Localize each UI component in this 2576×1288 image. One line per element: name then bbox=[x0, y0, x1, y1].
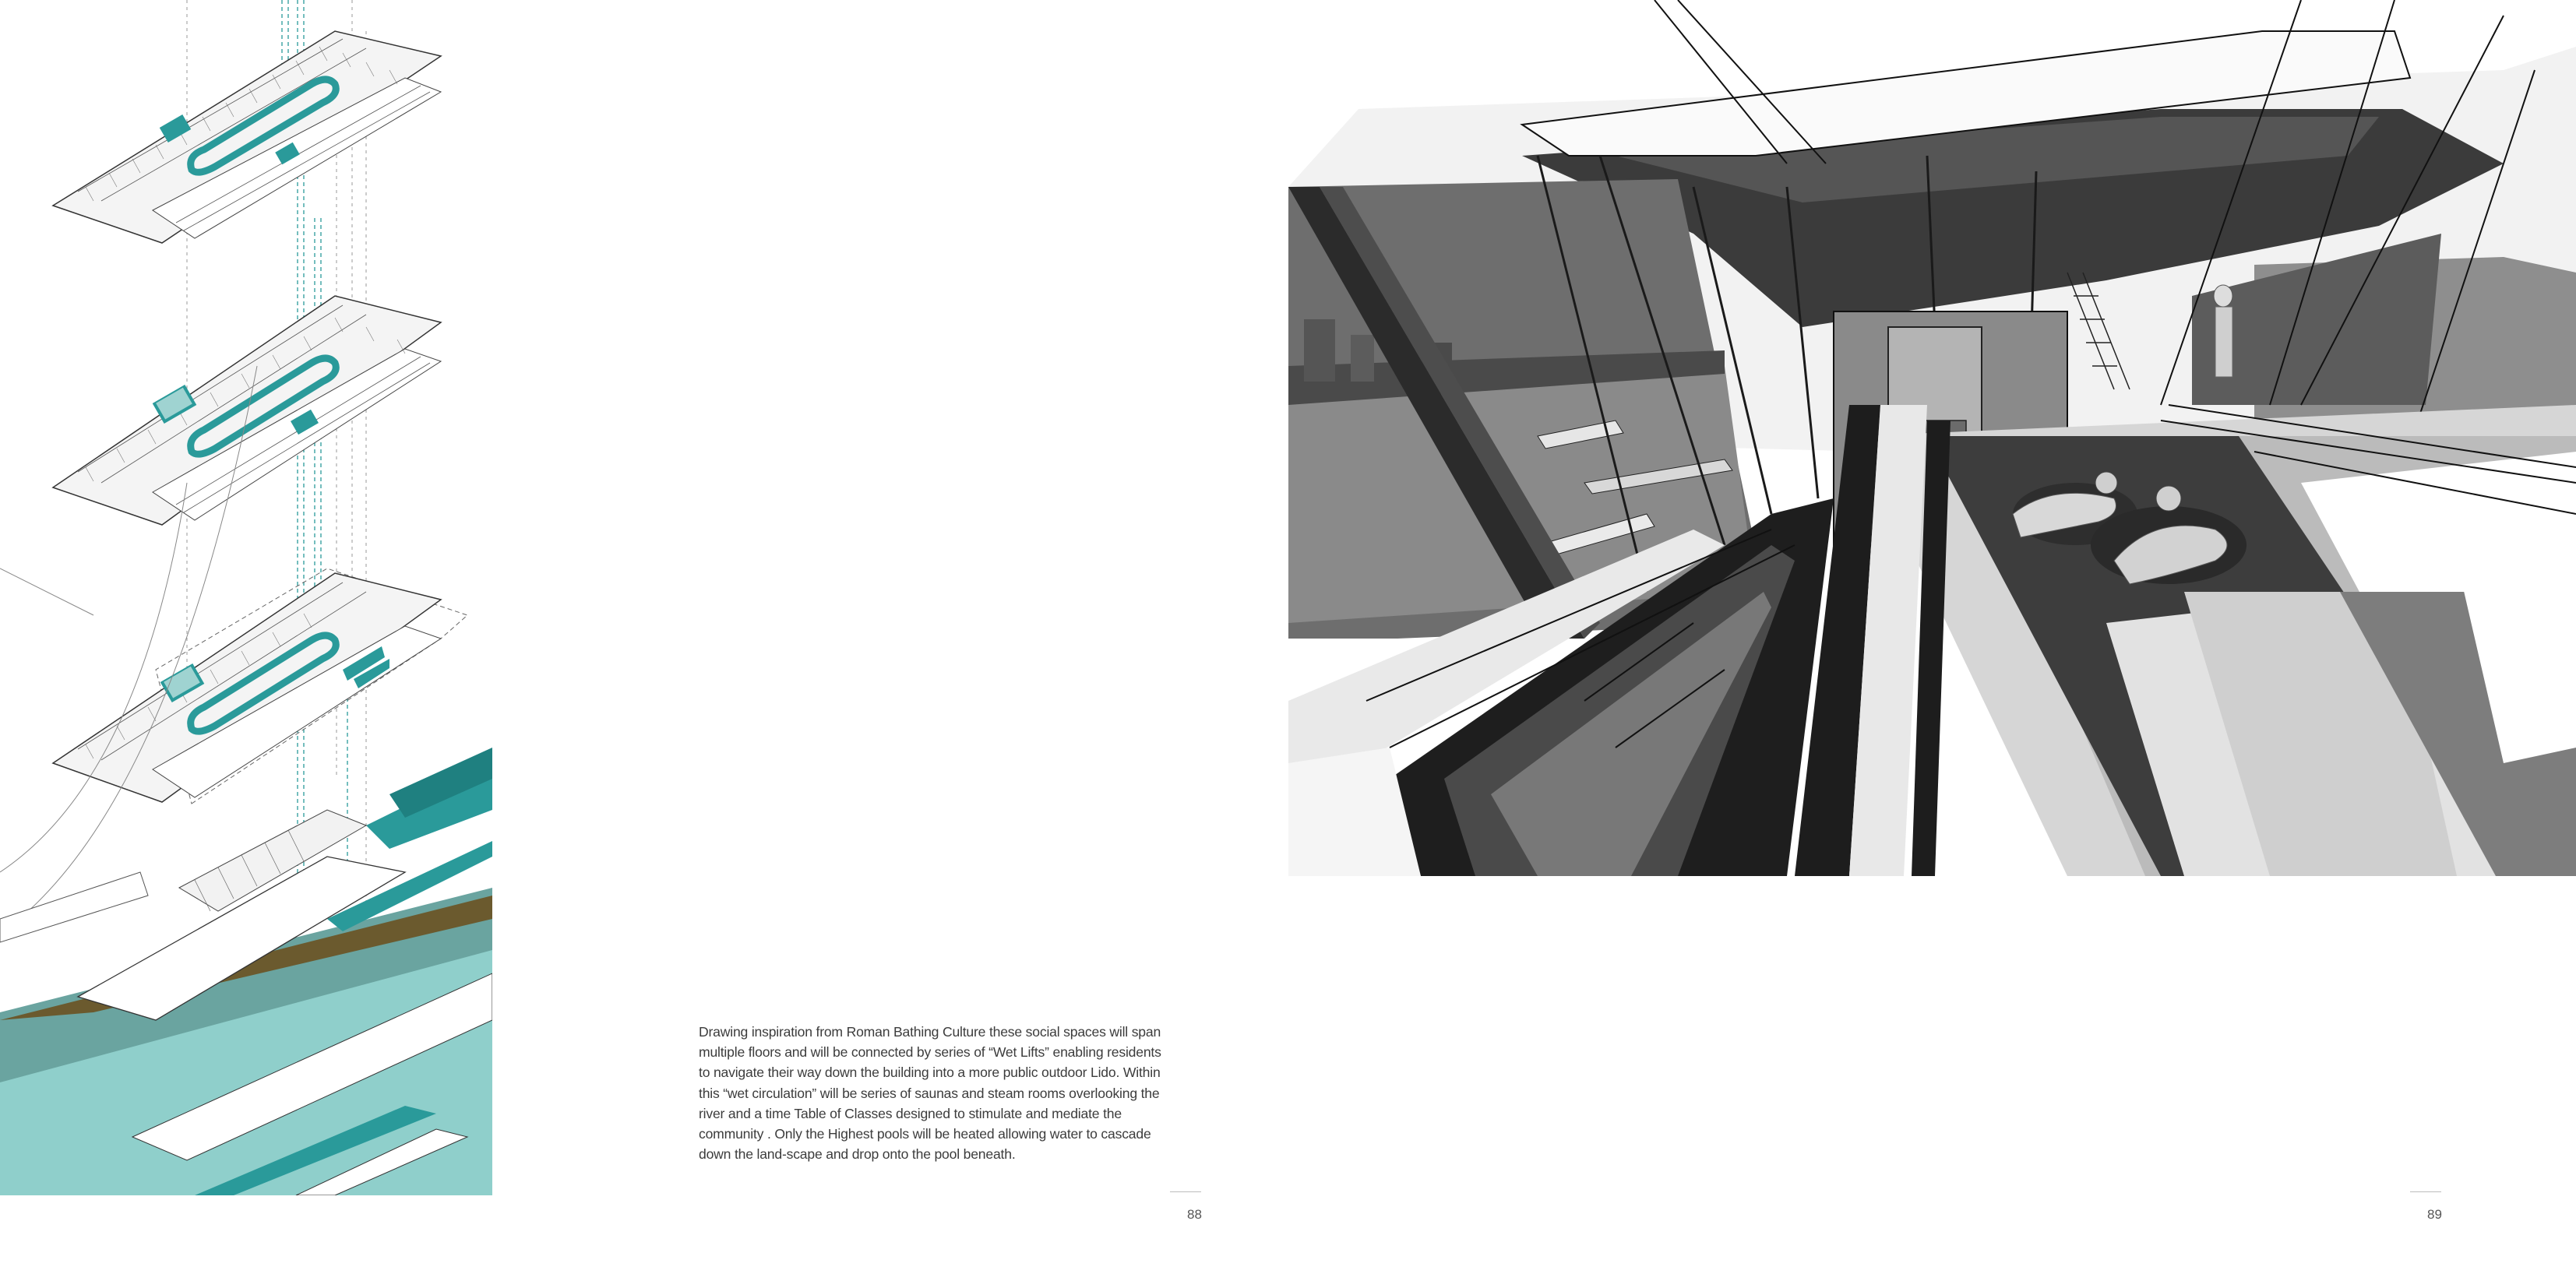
ground-level-lido bbox=[0, 748, 492, 1195]
page-number-left: 88 bbox=[1187, 1207, 1202, 1222]
caption-text: Drawing inspiration from Roman Bathing Culture these social spaces will span multiple floors and will be connected by series of “Wet Lifts” enabling residents to navigate their way down the building into a more public outdoor Lido. Within this “wet circulation” will be series of saunas and steam rooms overlooking the river and a time Table of Classes designed to stimulate and mediate the community . Only the Highest pools will be heated allowing water to cascade down the land-scape and drop onto the pool beneath. bbox=[699, 1024, 1161, 1163]
axonometric-drawing bbox=[0, 0, 492, 1195]
perspective-render bbox=[1288, 0, 2576, 876]
page-number-right: 89 bbox=[2427, 1207, 2442, 1222]
page-rule-left bbox=[1170, 1191, 1201, 1192]
floor-plate-2 bbox=[53, 296, 441, 525]
floor-plate-1 bbox=[53, 31, 441, 243]
page-rule-right bbox=[2410, 1191, 2441, 1192]
floor-plate-3 bbox=[53, 568, 467, 804]
